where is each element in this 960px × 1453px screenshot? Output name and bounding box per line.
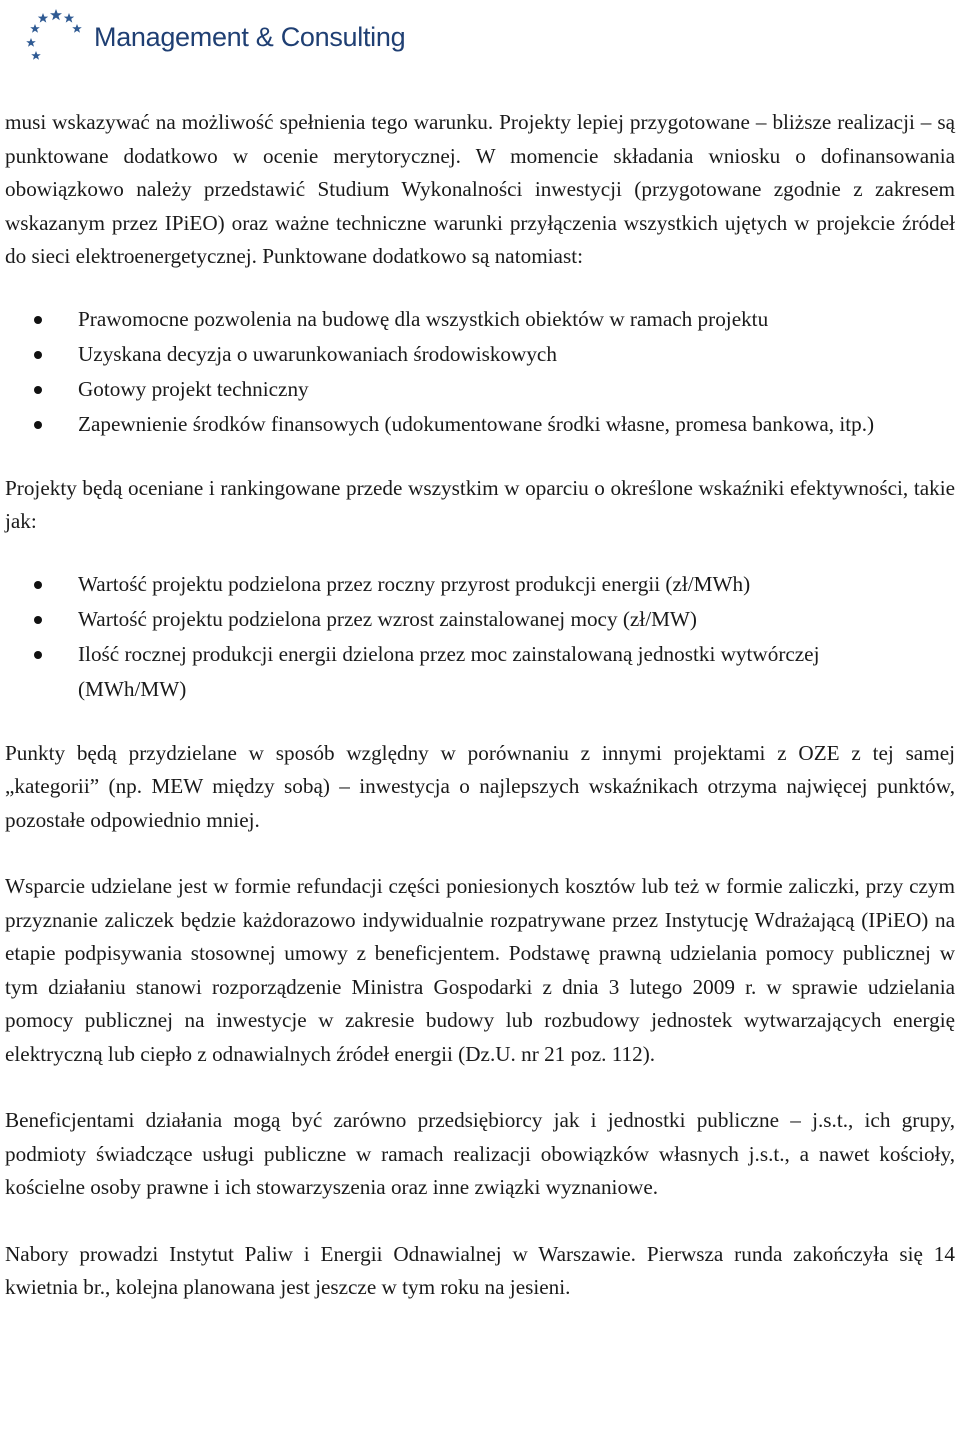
bullet-icon	[34, 616, 42, 624]
bullet-icon	[34, 651, 42, 659]
bullet-icon	[34, 316, 42, 324]
paragraph-3: Punkty będą przydzielane w sposób względny w porównaniu z innymi projektami z OZE z tej samej „kategorii” (np. MEW między sobą) – inwestycja o najlepszych wskaźnikach otrzyma najwięcej punktów, pozostałe odpowiednio mniej.	[5, 740, 955, 832]
list-item: Wartość projektu podzielona przez wzrost zainstalowanej mocy (zł/MW)	[5, 602, 955, 637]
bullet-icon	[34, 386, 42, 394]
paragraph-1: musi wskazywać na możliwość spełnienia tego warunku. Projekty lepiej przygotowane – bliższe realizacji – są punktowane dodatkowo w ocenie merytorycznej. W momencie składania wniosku o dofinansowania obowiązkowo należy przedstawić Studium Wykonalności inwestycji (przygotowane zgodnie z zakresem wskazanym przez IPiEO) oraz ważne techniczne warunki przyłączenia wszystkich ujętych w projekcie źródeł do sieci elektroenergetycznej. Punktowane dodatkowo są natomiast:	[5, 110, 955, 268]
document-body	[5, 106, 955, 1305]
paragraph-5: Beneficjentami działania mogą być zarówno przedsiębiorcy jak i jednostki publiczne – j.s.t., ich grupy, podmioty świadczące usługi publiczne w ramach realizacji obowiązków własnych j.s.t., a nawet kościoły, kościelne osoby prawne i ich stowarzyszenia oraz inne związki wyznaniowe.	[5, 1108, 955, 1199]
efficiency-indicators-list	[5, 567, 955, 707]
page-header	[22, 6, 405, 62]
requirements-list	[5, 302, 955, 442]
list-item: Ilość rocznej produkcji energii dzielona przez moc zainstalowaną jednostki wytwórczej (MWh/MW)	[5, 637, 955, 707]
star-circle-logo-icon	[22, 6, 90, 62]
list-item: Zapewnienie środków finansowych (udokumentowane środki własne, promesa bankowa, itp.)	[5, 407, 955, 442]
list-item: Wartość projektu podzielona przez roczny przyrost produkcji energii (zł/MWh)	[5, 567, 955, 602]
paragraph-4: Wsparcie udzielane jest w formie refundacji części poniesionych kosztów lub też w formie zaliczki, przy czym przyznanie zaliczek będzie każdorazowo indywidualnie rozpatrywane przez Instytucję Wdrażającą (IPiEO) na etapie podpisywania stosownej umowy z beneficjentem. Podstawę prawną udzielania pomocy publicznej w tym działaniu stanowi rozporządzenie Ministra Gospodarki z dnia 3 lutego 2009 r. w sprawie udzielania pomocy publicznej na inwestycje w zakresie budowy lub rozbudowy jednostek wytwarzających energię elektryczną lub ciepło z odnawialnych źródeł energii (Dz.U. nr 21 poz. 112).	[5, 874, 955, 1066]
list-item: Uzyskana decyzja o uwarunkowaniach środowiskowych	[5, 337, 955, 372]
bullet-icon	[34, 421, 42, 429]
paragraph-2: Projekty będą oceniane i rankingowane przede wszystkim w oparciu o określone wskaźniki efektywności, takie jak:	[5, 475, 955, 533]
bullet-icon	[34, 351, 42, 359]
brand-name: Management & Consulting	[94, 21, 406, 52]
bullet-icon	[34, 581, 42, 589]
list-item: Prawomocne pozwolenia na budowę dla wszystkich obiektów w ramach projektu	[5, 302, 955, 337]
list-item: Gotowy projekt techniczny	[5, 372, 955, 407]
paragraph-6: Nabory prowadzi Instytut Paliw i Energii Odnawialnej w Warszawie. Pierwsza runda zakończyła się 14 kwietnia br., kolejna planowana jest jeszcze w tym roku na jesieni.	[5, 1241, 955, 1299]
